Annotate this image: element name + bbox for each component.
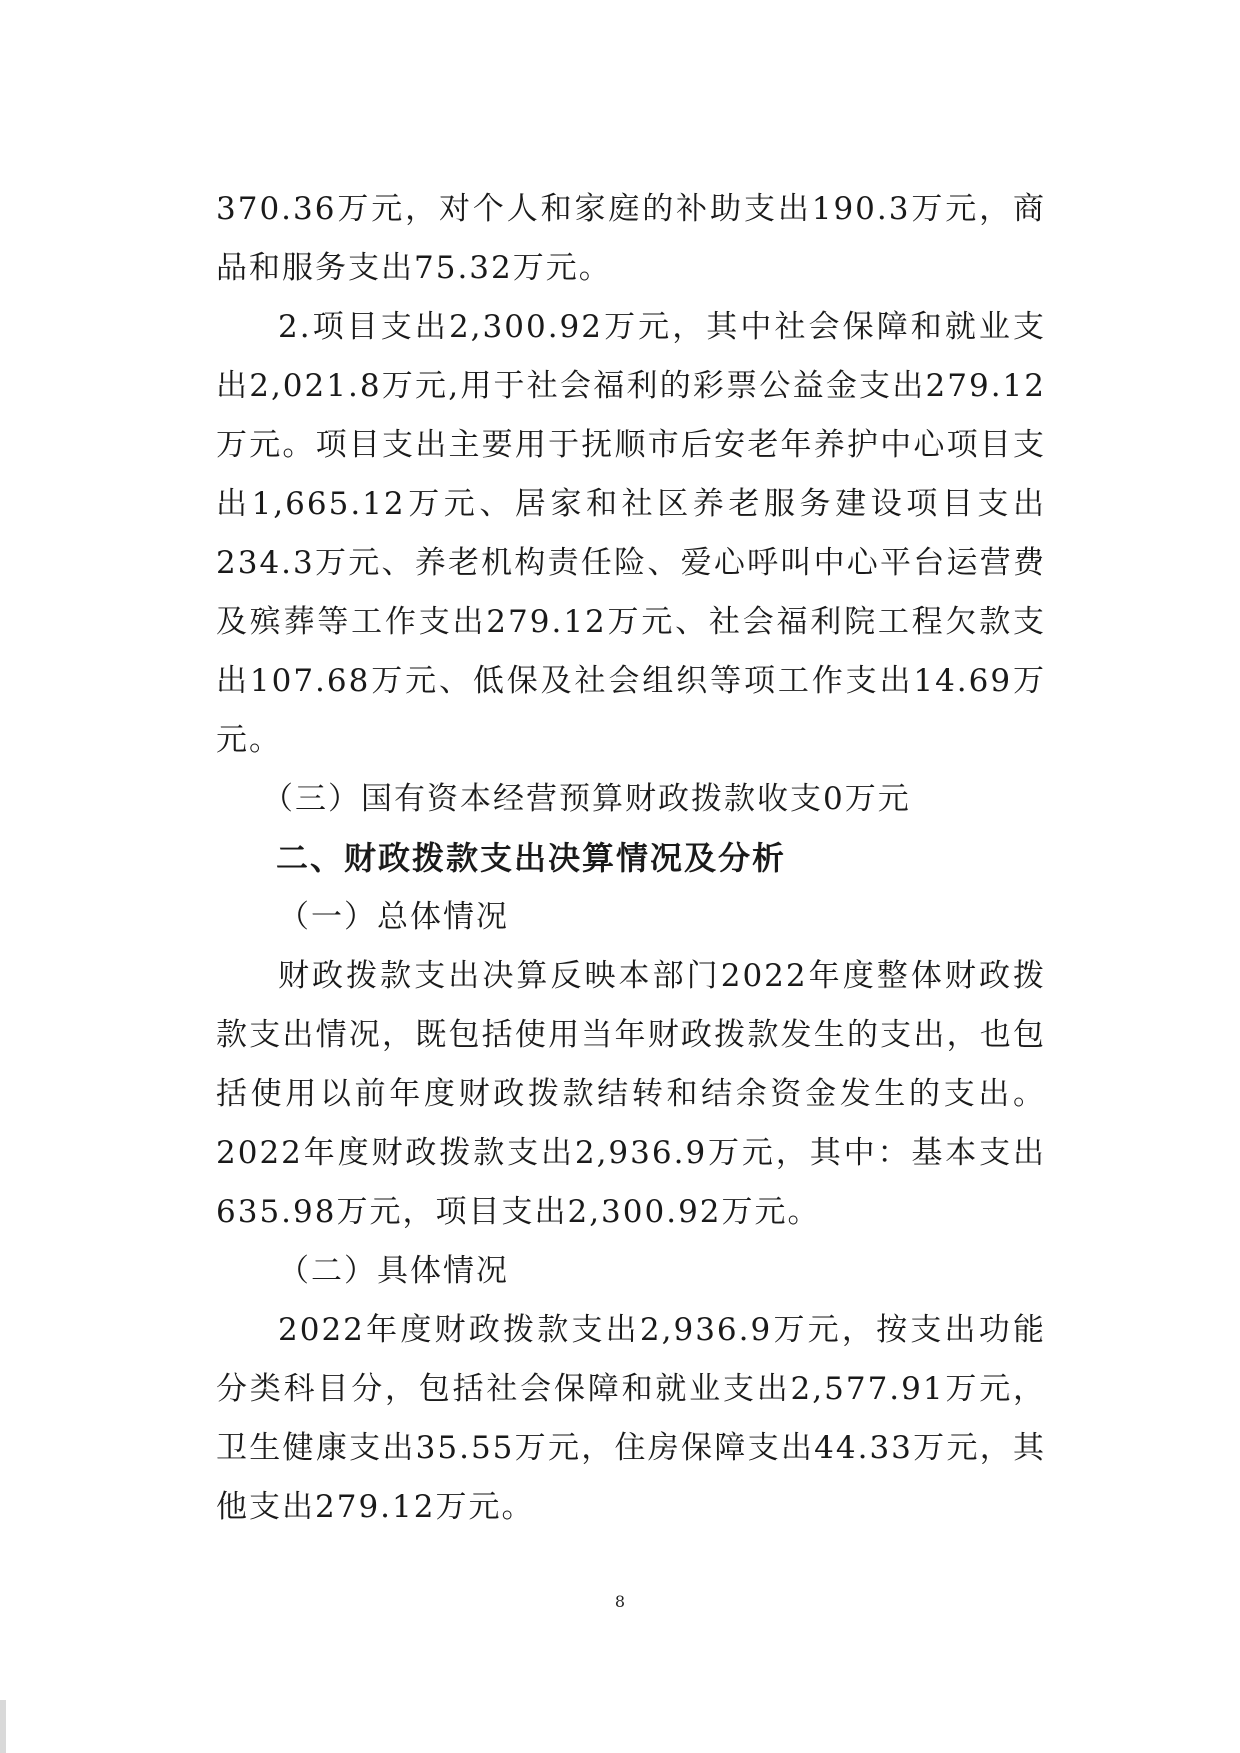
scan-edge-mark <box>0 1700 6 1753</box>
paragraph-basic-expenditure-continued: 370.36万元，对个人和家庭的补助支出190.3万元，商品和服务支出75.32万元。 <box>216 191 1046 286</box>
paragraph-overall-situation: 财政拨款支出决算反映本部门2022年度整体财政拨款支出情况，既包括使用当年财政拨款发生的支出，也包括使用以前年度财政拨款结转和结余资金发生的支出。2022年度财政拨款支出2,936.9万元，其中：基本支出635.98万元，项目支出2,300.92万元。 <box>216 958 1046 1230</box>
paragraph-project-expenditure: 2.项目支出2,300.92万元，其中社会保障和就业支出2,021.8万元,用于社会福利的彩票公益金支出279.12万元。项目支出主要用于抚顺市后安老年养护中心项目支出1,665.12万元、居家和社区养老服务建设项目支出234.3万元、养老机构责任险、爱心呼叫中心平台运营费及殡葬等工作支出279.12万元、社会福利院工程欠款支出107.68万元、低保及社会组织等项工作支出14.69万元。 <box>216 309 1046 758</box>
paragraph-specific-situation: 2022年度财政拨款支出2,936.9万元，按支出功能分类科目分，包括社会保障和就业支出2,577.91万元，卫生健康支出35.55万元，住房保障支出44.33万元，其他支出279.12万元。 <box>216 1312 1046 1525</box>
heading-state-capital-budget: （三）国有资本经营预算财政拨款收支0万元 <box>262 781 911 817</box>
page-number: 8 <box>614 1592 626 1611</box>
heading-overall-situation: （一）总体情况 <box>278 899 509 935</box>
heading-section-two: 二、财政拨款支出决算情况及分析 <box>276 839 787 877</box>
heading-specific-situation: （二）具体情况 <box>278 1253 509 1289</box>
page-body <box>216 180 1046 1537</box>
